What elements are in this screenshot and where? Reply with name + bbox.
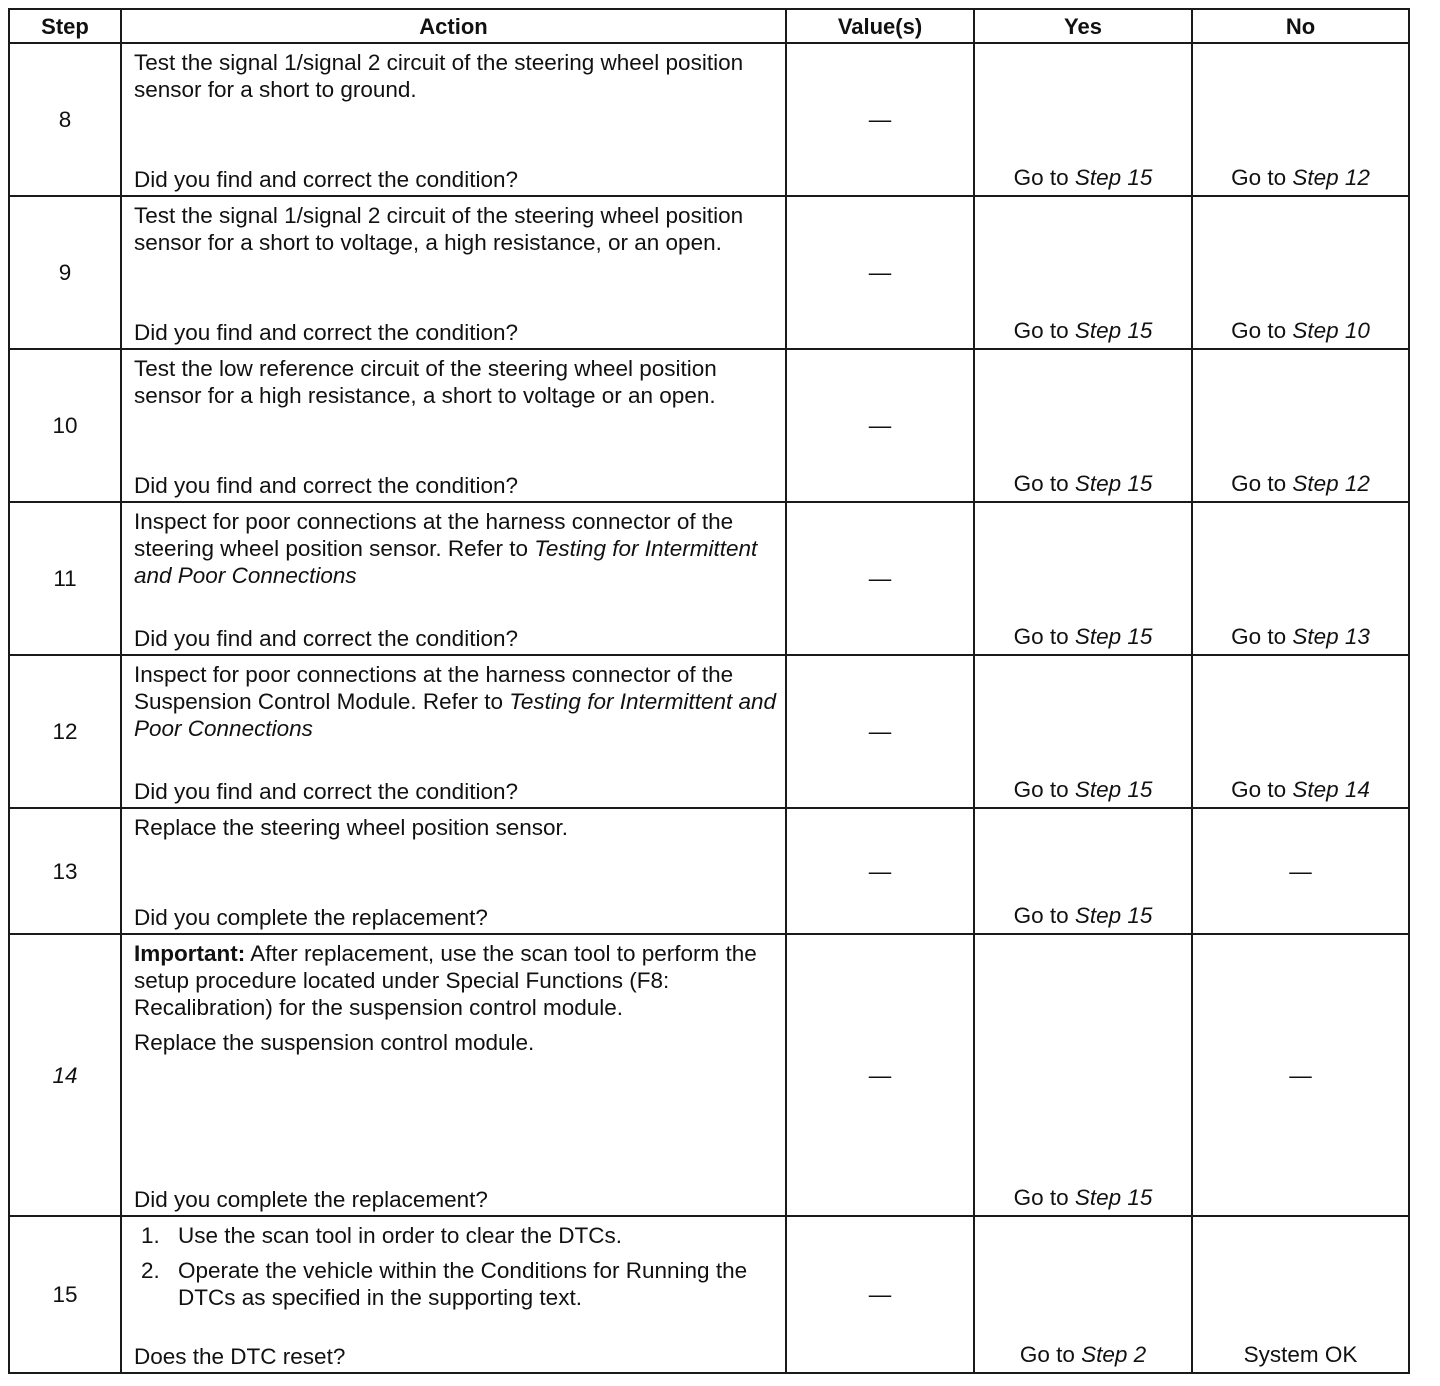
step-link[interactable]: Step 14	[1292, 777, 1370, 802]
step-link[interactable]: Step 15	[1074, 624, 1153, 649]
step-link[interactable]: Step 15	[1074, 471, 1153, 496]
action-text: Inspect for poor connections at the harness connector of the Suspension Control Module. Refer to Testing for Intermittent and Poor Connections	[134, 662, 777, 741]
value-cell: —	[786, 808, 974, 934]
no-goto[interactable]: Go to Step 12	[1231, 471, 1370, 496]
yes-cell	[974, 43, 1192, 196]
no-cell	[1192, 196, 1409, 349]
action-text: Test the low reference circuit of the steering wheel position sensor for a high resistance, a short to voltage or an open.	[134, 356, 717, 408]
action-question: Did you find and correct the condition?	[134, 473, 518, 498]
no-cell: —	[1192, 808, 1409, 934]
no-goto[interactable]: Go to Step 10	[1231, 318, 1370, 343]
no-cell	[1192, 1216, 1409, 1373]
action-text: Replace the steering wheel position sensor.	[134, 815, 569, 840]
step-link[interactable]: Step 15	[1074, 1185, 1153, 1210]
reference-link[interactable]: Testing for Intermittent and Poor Connections	[134, 536, 758, 588]
no-cell	[1192, 43, 1409, 196]
step-number: 13	[9, 808, 121, 934]
yes-goto[interactable]: Go to Step 15	[1013, 318, 1153, 343]
important-note: Important: After replacement, use the scan tool to perform the setup procedure located under Special Functions (F8: Recalibration) for the suspension control module.	[134, 941, 757, 1020]
yes-goto[interactable]: Go to Step 2	[1019, 1342, 1147, 1367]
no-cell: —	[1192, 934, 1409, 1216]
yes-goto[interactable]: Go to Step 15	[1013, 903, 1153, 928]
yes-goto[interactable]: Go to Step 15	[1013, 777, 1153, 802]
value-cell: —	[786, 43, 974, 196]
table-row	[9, 655, 1409, 808]
important-label: Important:	[134, 941, 246, 966]
step-link[interactable]: Step 12	[1292, 471, 1370, 496]
value-cell: —	[786, 934, 974, 1216]
table-row	[9, 349, 1409, 502]
no-goto[interactable]: Go to Step 12	[1231, 165, 1370, 190]
value-cell: —	[786, 502, 974, 655]
no-cell	[1192, 349, 1409, 502]
action-cell	[121, 349, 786, 502]
procedure-list	[122, 1222, 779, 1311]
yes-goto[interactable]: Go to Step 15	[1013, 1185, 1153, 1210]
action-question: Did you find and correct the condition?	[134, 779, 518, 804]
action-question: Did you find and correct the condition?	[134, 167, 518, 192]
no-cell	[1192, 502, 1409, 655]
step-link[interactable]: Step 15	[1074, 318, 1153, 343]
step-number: 11	[9, 502, 121, 655]
action-cell	[121, 43, 786, 196]
yes-goto[interactable]: Go to Step 15	[1013, 471, 1153, 496]
value-cell: —	[786, 349, 974, 502]
header-step: Step	[9, 9, 121, 43]
step-link[interactable]: Step 2	[1081, 1342, 1147, 1367]
yes-cell	[974, 196, 1192, 349]
step-link[interactable]: Step 15	[1074, 903, 1153, 928]
header-action: Action	[121, 9, 786, 43]
value-cell: —	[786, 196, 974, 349]
action-question: Does the DTC reset?	[134, 1344, 346, 1369]
step-number: 12	[9, 655, 121, 808]
header-row	[9, 9, 1409, 43]
no-result: System OK	[1243, 1342, 1358, 1367]
step-link[interactable]: Step 13	[1292, 624, 1370, 649]
table-row	[9, 196, 1409, 349]
header-no: No	[1192, 9, 1409, 43]
action-text: Test the signal 1/signal 2 circuit of the steering wheel position sensor for a short to ground.	[134, 50, 744, 102]
yes-cell	[974, 349, 1192, 502]
action-question: Did you find and correct the condition?	[134, 320, 518, 345]
yes-cell	[974, 655, 1192, 808]
yes-cell	[974, 808, 1192, 934]
diagnostic-table	[8, 8, 1410, 1374]
action-cell	[121, 196, 786, 349]
table-row	[9, 1216, 1409, 1373]
action-question: Did you find and correct the condition?	[134, 626, 518, 651]
step-link[interactable]: Step 12	[1292, 165, 1370, 190]
step-link[interactable]: Step 15	[1074, 777, 1153, 802]
action-cell	[121, 502, 786, 655]
step-number: 14	[9, 934, 121, 1216]
value-cell: —	[786, 1216, 974, 1373]
action-cell	[121, 808, 786, 934]
no-cell	[1192, 655, 1409, 808]
value-cell: —	[786, 655, 974, 808]
action-question: Did you complete the replacement?	[134, 905, 488, 930]
step-number: 9	[9, 196, 121, 349]
list-item: 1. Use the scan tool in order to clear the DTCs.	[166, 1222, 779, 1249]
step-number: 10	[9, 349, 121, 502]
action-text: Test the signal 1/signal 2 circuit of the steering wheel position sensor for a short to voltage, a high resistance, or an open.	[134, 203, 744, 255]
action-question: Did you complete the replacement?	[134, 1187, 488, 1212]
yes-cell	[974, 502, 1192, 655]
header-values: Value(s)	[786, 9, 974, 43]
yes-goto[interactable]: Go to Step 15	[1013, 165, 1153, 190]
reference-link[interactable]: Testing for Intermittent and Poor Connections	[134, 689, 777, 741]
header-yes: Yes	[974, 9, 1192, 43]
action-text: Inspect for poor connections at the harness connector of the steering wheel position sensor. Refer to Testing for Intermittent and Poor Connections	[134, 509, 758, 588]
action-cell	[121, 934, 786, 1216]
action-cell	[121, 1216, 786, 1373]
action-cell	[121, 655, 786, 808]
step-link[interactable]: Step 10	[1292, 318, 1370, 343]
table-row	[9, 43, 1409, 196]
action-text: Replace the suspension control module.	[134, 1030, 535, 1055]
yes-goto[interactable]: Go to Step 15	[1013, 624, 1153, 649]
table-row	[9, 934, 1409, 1216]
yes-cell	[974, 1216, 1192, 1373]
no-goto[interactable]: Go to Step 14	[1231, 777, 1370, 802]
step-number: 15	[9, 1216, 121, 1373]
yes-cell	[974, 934, 1192, 1216]
list-item: 2. Operate the vehicle within the Conditions for Running the DTCs as specified in the supporting text.	[166, 1257, 779, 1311]
table-row	[9, 502, 1409, 655]
no-goto[interactable]: Go to Step 13	[1231, 624, 1370, 649]
table-row	[9, 808, 1409, 934]
step-number: 8	[9, 43, 121, 196]
step-link[interactable]: Step 15	[1074, 165, 1153, 190]
